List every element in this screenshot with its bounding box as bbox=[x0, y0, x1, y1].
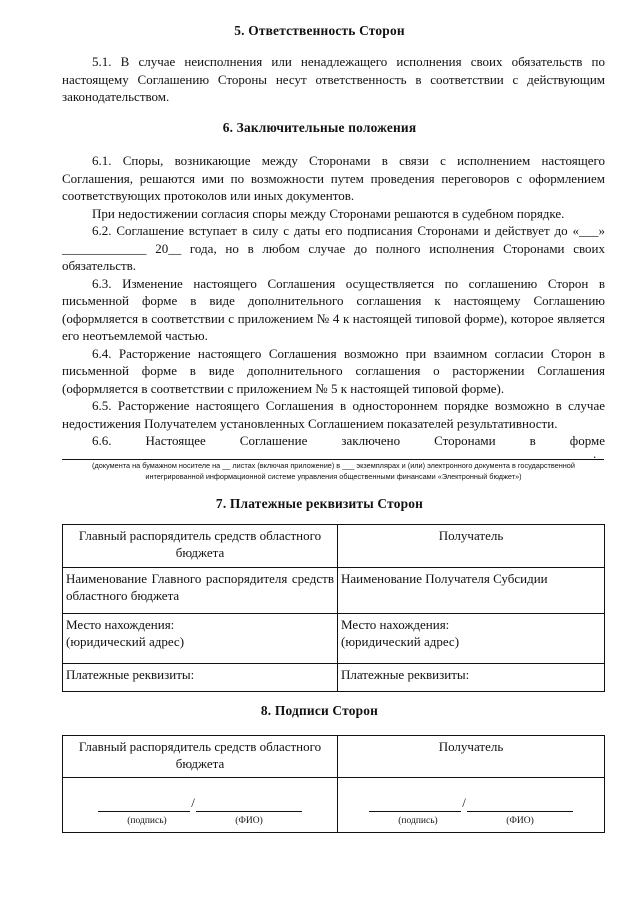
section-5-body bbox=[62, 53, 605, 106]
form-fill-line bbox=[62, 459, 604, 460]
signature-slash: / bbox=[462, 795, 466, 810]
fio-label: (ФИО) bbox=[506, 815, 534, 826]
sig-right-cell bbox=[338, 778, 605, 833]
name-right-cell: Наименование Получателя Субсидии bbox=[338, 568, 605, 614]
paragraph-6-1-cont: При недостижении согласия споры между Сторонами решаются в судебном порядке. bbox=[92, 205, 565, 221]
signature-line-left bbox=[66, 795, 334, 812]
head-right-cell: Получатель bbox=[338, 525, 605, 568]
fio-blank bbox=[467, 797, 573, 812]
section-6-title: 6. Заключительные положения bbox=[222, 120, 417, 135]
signature-blank bbox=[98, 797, 190, 812]
signatures-table bbox=[62, 735, 605, 833]
location-left-cell: Место нахождения: (юридический адрес) bbox=[63, 614, 338, 664]
signature-labels-left bbox=[66, 813, 334, 830]
fio-blank bbox=[196, 797, 302, 812]
paragraph-6-1: 6.1. Споры, возникающие между Сторонами в связи с исполнением настоящего Соглашения, решаются ими по возможности путем проведения переговоров с оформлением соответствующих протоколов или иных документов. bbox=[62, 153, 605, 203]
name-left-cell: Наименование Главного распорядителя средств областного бюджета bbox=[63, 568, 338, 614]
paragraph-6-3: 6.3. Изменение настоящего Соглашения осуществляется по соглашению Сторон в письменной форме в виде дополнительного соглашения к настоящему Соглашению (оформляется в соответствии с приложением № 4 к настоящей типовой форме), которое является его неотъемлемой частью. bbox=[62, 275, 605, 343]
section-6-body bbox=[62, 152, 605, 450]
payment-left-cell: Платежные реквизиты: bbox=[63, 664, 338, 692]
table-row bbox=[63, 568, 605, 614]
paragraph-6-5: 6.5. Расторжение настоящего Соглашения в одностороннем порядке возможно в случае недостижения Получателем установленных Соглашением показателей результативности. bbox=[62, 398, 605, 431]
sign-label: (подпись) bbox=[127, 815, 167, 826]
sig-head-left-cell: Главный распорядитель средств областного бюджета bbox=[63, 736, 338, 778]
paragraph-6-6: 6.6. Настоящее Соглашение заключено Сторонами в форме bbox=[92, 433, 605, 448]
sign-label: (подпись) bbox=[398, 815, 438, 826]
form-footnote: (документа на бумажном носителе на __ листах (включая приложение) в ___ экземплярах и (или) электронного документа в государственной интегрированной информационной системе управления общественными финансами «Электронный бюджет») bbox=[92, 461, 575, 481]
section-7-title: 7. Платежные реквизиты Сторон bbox=[215, 496, 424, 511]
signature-blank bbox=[369, 797, 461, 812]
sig-head-right-cell: Получатель bbox=[338, 736, 605, 778]
signature-line-right bbox=[341, 795, 601, 812]
fio-label: (ФИО) bbox=[235, 815, 263, 826]
section-5-title: 5. Ответственность Сторон bbox=[234, 23, 405, 38]
payment-right-cell: Платежные реквизиты: bbox=[338, 664, 605, 692]
table-row bbox=[63, 664, 605, 692]
table-row bbox=[63, 614, 605, 664]
table-row bbox=[63, 778, 605, 833]
table-row bbox=[63, 736, 605, 778]
sig-left-cell bbox=[63, 778, 338, 833]
location-right-cell: Место нахождения: (юридический адрес) bbox=[338, 614, 605, 664]
section-8-title: 8. Подписи Сторон bbox=[260, 703, 379, 718]
paragraph-5-1: 5.1. В случае неисполнения или ненадлежащего исполнения своих обязательств по настоящему Соглашению Стороны несут ответственность в соответствии с действующим законодательством. bbox=[62, 54, 605, 104]
form-fill-line-end: . bbox=[593, 446, 597, 461]
signature-labels-right bbox=[341, 813, 601, 830]
payment-details-table bbox=[62, 524, 605, 692]
table-row bbox=[63, 525, 605, 568]
head-left-cell: Главный распорядитель средств областного бюджета bbox=[63, 525, 338, 568]
signature-slash: / bbox=[191, 795, 195, 810]
paragraph-6-2: 6.2. Соглашение вступает в силу с даты его подписания Сторонами и действует до «___» _____________ 20__ года, но в любом случае до полного исполнения Сторонами своих обязательств. bbox=[62, 223, 605, 273]
paragraph-6-4: 6.4. Расторжение настоящего Соглашения возможно при взаимном согласии Сторон в письменной форме в виде дополнительного соглашения о расторжении Соглашения (оформляется в соответствии с приложением № 5 к настоящей типовой форме). bbox=[62, 345, 605, 396]
